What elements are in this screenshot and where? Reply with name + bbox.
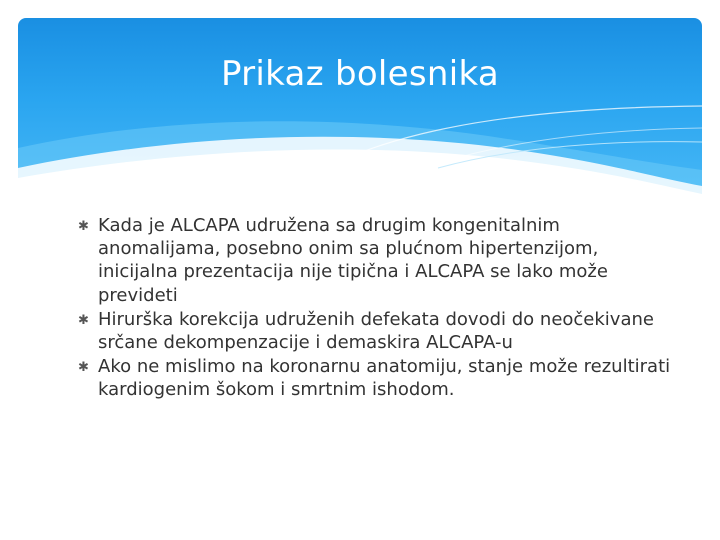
bullet-item [78, 355, 678, 401]
bullet-text: Hirurška korekcija udruženih defekata dovodi do neočekivane srčane dekompenzacije i demaskira ALCAPA-u [98, 308, 654, 354]
bullet-item [78, 308, 678, 354]
header-panel [18, 18, 702, 200]
header-wave-decoration [18, 18, 702, 200]
asterisk-icon: ✱ [78, 312, 89, 328]
slide-title: Prikaz bolesnika [220, 54, 500, 94]
bullet-text: Ako ne mislimo na koronarnu anatomiju, stanje može rezultirati kardiogenim šokom i smrtnim ishodom. [98, 356, 671, 401]
bullet-list [78, 214, 678, 403]
asterisk-icon: ✱ [78, 219, 89, 234]
asterisk-icon: ✱ [78, 360, 89, 376]
bullet-text: Kada je ALCAPA udružena sa drugim kongenitalnim anomalijama, posebno onim sa plućnom hipertenzijom, inicijalna prezentacija nije tipična i ALCAPA se lako može previdet​i [98, 215, 608, 306]
bullet-item [78, 214, 678, 307]
